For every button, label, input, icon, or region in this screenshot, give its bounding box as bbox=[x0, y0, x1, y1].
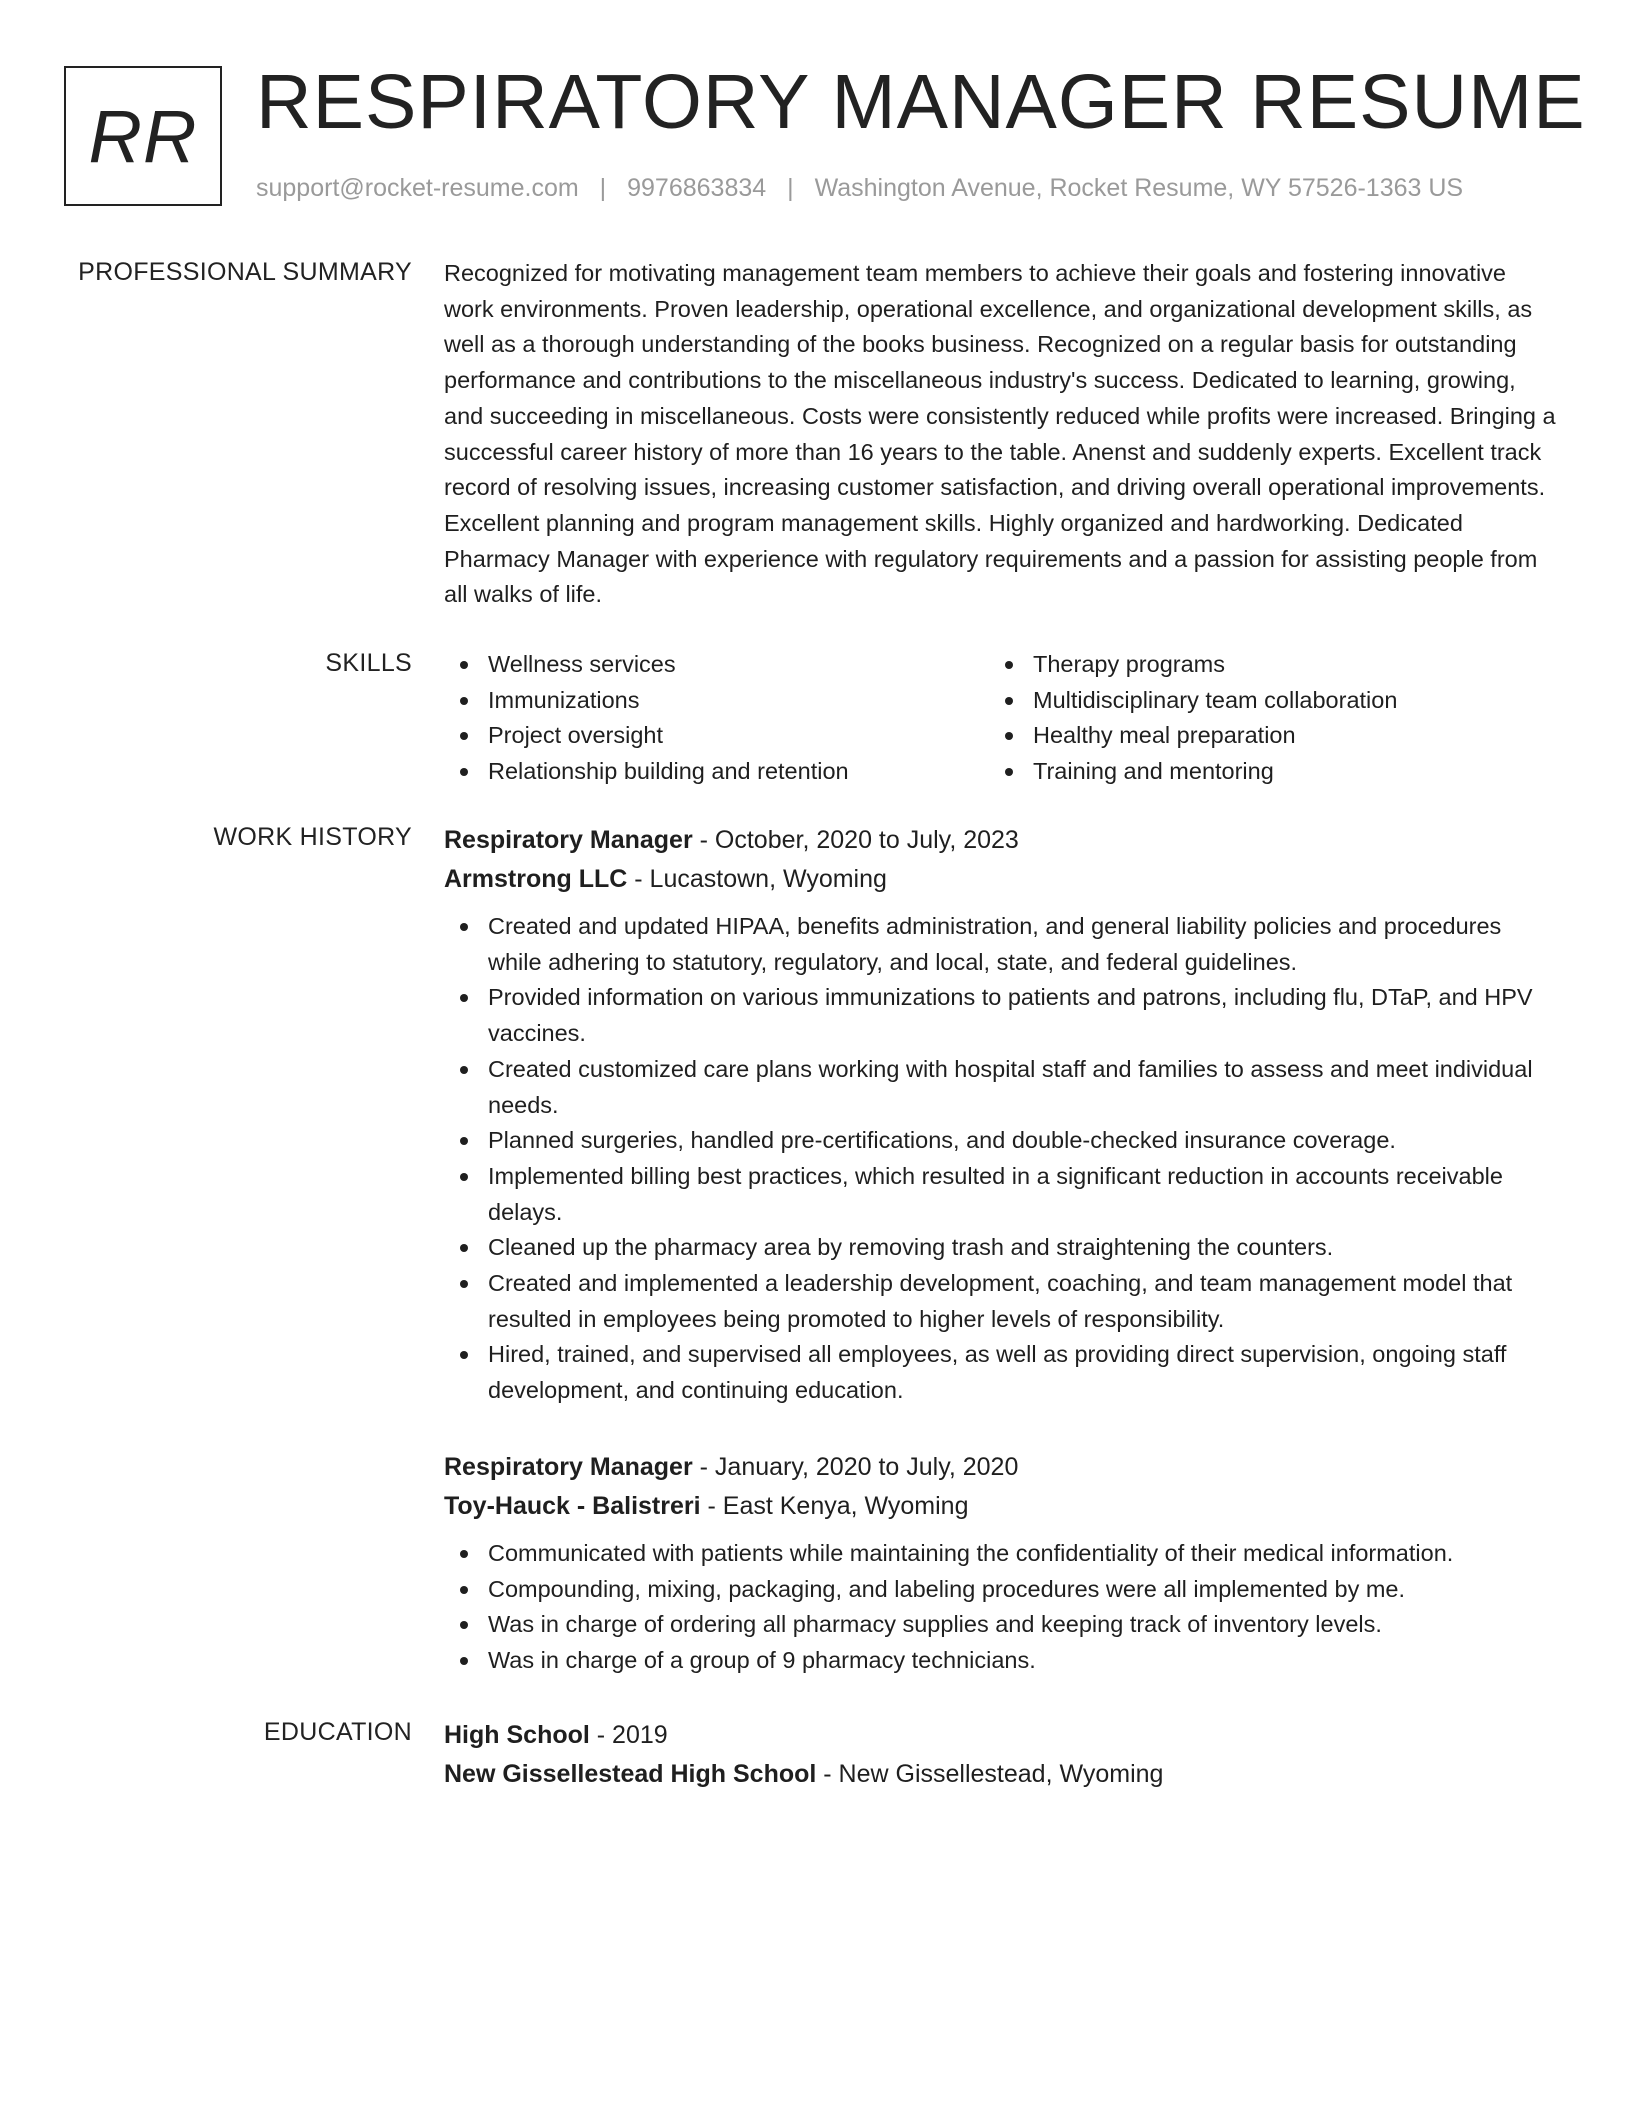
job-bullets bbox=[444, 1536, 1556, 1679]
company-line bbox=[444, 1487, 1556, 1526]
job-title: Respiratory Manager bbox=[444, 1453, 693, 1481]
job-bullets bbox=[444, 909, 1556, 1409]
skill-item: Training and mentoring bbox=[989, 754, 1534, 790]
skill-item: Relationship building and retention bbox=[444, 754, 989, 790]
skill-item: Project oversight bbox=[444, 718, 989, 754]
job-entry bbox=[444, 1448, 1556, 1679]
job-bullet: Implemented billing best practices, which resulted in a significant reduction in accounts receivable delays. bbox=[444, 1159, 1556, 1230]
skills-list-right bbox=[989, 647, 1534, 790]
summary-heading: PROFESSIONAL SUMMARY bbox=[78, 258, 412, 286]
work-history-heading: WORK HISTORY bbox=[213, 823, 412, 851]
job-bullet: Was in charge of ordering all pharmacy supplies and keeping track of inventory levels. bbox=[444, 1607, 1556, 1643]
contact-email: support@rocket-resume.com bbox=[256, 174, 579, 202]
company-location: - Lucastown, Wyoming bbox=[627, 865, 887, 893]
skill-item: Multidisciplinary team collaboration bbox=[989, 683, 1534, 719]
job-bullet: Cleaned up the pharmacy area by removing trash and straightening the counters. bbox=[444, 1230, 1556, 1266]
skill-item: Wellness services bbox=[444, 647, 989, 683]
monogram-box bbox=[64, 66, 222, 206]
company-name: Armstrong LLC bbox=[444, 865, 628, 893]
company-name: Toy-Hauck - Balistreri bbox=[444, 1492, 701, 1520]
skill-item: Healthy meal preparation bbox=[989, 718, 1534, 754]
degree: High School bbox=[444, 1721, 590, 1749]
job-bullet: Created and implemented a leadership development, coaching, and team management model that resulted in employees being promoted to higher levels of responsibility. bbox=[444, 1266, 1556, 1337]
education-entry bbox=[444, 1716, 1556, 1794]
company-line bbox=[444, 860, 1556, 899]
job-bullet: Created customized care plans working with hospital staff and families to assess and meet individual needs. bbox=[444, 1052, 1556, 1123]
contact-separator: | bbox=[599, 174, 607, 202]
skill-item: Immunizations bbox=[444, 683, 989, 719]
degree-line bbox=[444, 1716, 1556, 1755]
job-title-line bbox=[444, 821, 1556, 860]
school-name: New Gissellestead High School bbox=[444, 1760, 817, 1788]
contact-line bbox=[256, 174, 1463, 203]
school-location: - New Gissellestead, Wyoming bbox=[816, 1760, 1164, 1788]
skills-heading: SKILLS bbox=[325, 649, 412, 677]
job-bullet: Communicated with patients while maintaining the confidentiality of their medical information. bbox=[444, 1536, 1556, 1572]
job-bullet: Planned surgeries, handled pre-certifications, and double-checked insurance coverage. bbox=[444, 1123, 1556, 1159]
skills-list-left bbox=[444, 647, 989, 790]
job-bullet: Created and updated HIPAA, benefits administration, and general liability policies and procedures while adhering to statutory, regulatory, and local, state, and federal guidelines. bbox=[444, 909, 1556, 980]
job-bullet: Was in charge of a group of 9 pharmacy technicians. bbox=[444, 1643, 1556, 1679]
graduation-year: - 2019 bbox=[589, 1721, 668, 1749]
job-dates: - January, 2020 to July, 2020 bbox=[692, 1453, 1019, 1481]
contact-address: Washington Avenue, Rocket Resume, WY 57526-1363 US bbox=[814, 174, 1464, 202]
contact-phone: 9976863834 bbox=[627, 174, 767, 202]
summary-text: Recognized for motivating management team members to achieve their goals and fostering innovative work environments. Proven leadership, operational excellence, and organizational development skills, as well as a thorough understanding of the books business. Recognized on a regular basis for outstanding performance and contributions to the miscellaneous industry's success. Dedicated to learning, growing, and succeeding in miscellaneous. Costs were consistently reduced while profits were increased. Bringing a successful career history of more than 16 years to the table. Anenst and suddenly experts. Excellent track record of resolving issues, increasing customer satisfaction, and driving overall operational improvements. Excellent planning and program management skills. Highly organized and hardworking. Dedicated Pharmacy Manager with experience with regulatory requirements and a passion for assisting people from all walks of life. bbox=[444, 260, 1556, 608]
skill-item: Therapy programs bbox=[989, 647, 1534, 683]
summary-body bbox=[444, 256, 1556, 613]
job-title-line bbox=[444, 1448, 1556, 1487]
job-bullet: Compounding, mixing, packaging, and labeling procedures were all implemented by me. bbox=[444, 1572, 1556, 1608]
job-bullet: Hired, trained, and supervised all employees, as well as providing direct supervision, ongoing staff development, and continuing education. bbox=[444, 1337, 1556, 1408]
job-bullet: Provided information on various immunizations to patients and patrons, including flu, DTaP, and HPV vaccines. bbox=[444, 980, 1556, 1051]
school-line bbox=[444, 1755, 1556, 1794]
company-location: - East Kenya, Wyoming bbox=[700, 1492, 969, 1520]
resume-title: RESPIRATORY MANAGER RESUME bbox=[256, 59, 1586, 145]
education-heading: EDUCATION bbox=[263, 1718, 412, 1746]
job-entry bbox=[444, 821, 1556, 1409]
contact-separator: | bbox=[787, 174, 794, 202]
job-title: Respiratory Manager bbox=[444, 826, 693, 854]
skills-grid bbox=[444, 647, 1556, 790]
job-dates: - October, 2020 to July, 2023 bbox=[692, 826, 1019, 854]
monogram-initials: RR bbox=[88, 94, 198, 178]
